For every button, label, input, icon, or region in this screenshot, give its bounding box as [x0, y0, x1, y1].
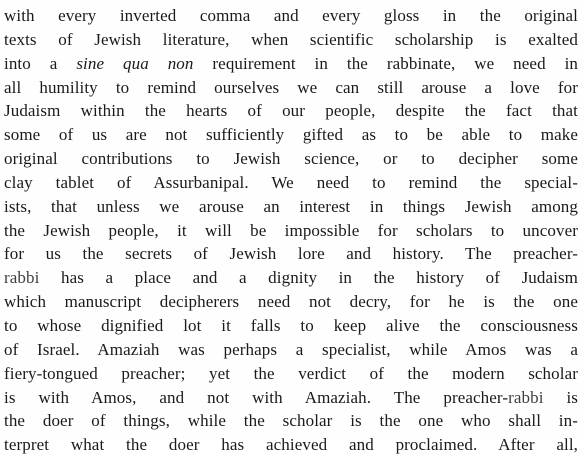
text-line [4, 219, 578, 243]
text-segment: into a [4, 53, 77, 73]
text-segment: which manuscript decipherers need not decry, for he is the one [4, 292, 578, 312]
text-line [4, 195, 578, 219]
text-segment: of Israel. Amaziah was perhaps a specialist, while Amos was a [4, 339, 578, 359]
text-segment: rabbi [508, 387, 544, 407]
text-segment: fiery-tongued preacher; yet the verdict of the modern scholar [4, 363, 578, 383]
text-line [4, 147, 578, 171]
text-segment: texts of Jewish literature, when scientific scholarship is exalted [4, 29, 578, 49]
text-line [4, 362, 578, 386]
text-segment: some of us are not sufficiently gifted as to be able to make [4, 125, 578, 145]
text-line [4, 433, 578, 457]
body-text [4, 4, 578, 457]
text-line [4, 266, 578, 290]
text-line [4, 76, 578, 100]
text-line [4, 4, 578, 28]
text-segment: with every inverted comma and every gloss in the original [4, 6, 578, 25]
text-line [4, 242, 578, 266]
text-segment: for us the secrets of Jewish lore and history. The preacher- [4, 244, 578, 264]
text-line [4, 28, 578, 52]
text-segment: clay tablet of Assurbanipal. We need to remind the special- [4, 172, 578, 192]
text-line [4, 171, 578, 195]
text-segment: terpret what the doer has achieved and proclaimed. After all, [4, 435, 578, 455]
text-line [4, 409, 578, 433]
text-segment: is with Amos, and not with Amaziah. The preacher- [4, 387, 509, 407]
text-line [4, 290, 578, 314]
text-segment: original contributions to Jewish science, or to decipher some [4, 149, 578, 169]
text-line [4, 123, 578, 147]
text-segment: the Jewish people, it will be impossible for scholars to uncover [4, 220, 578, 240]
text-segment: has a place and a dignity in the history of Judaism [39, 268, 578, 288]
italic-phrase: sine qua non [76, 53, 194, 73]
text-segment: Judaism within the hearts of our people, despite the fact that [4, 101, 578, 121]
text-segment: all humility to remind ourselves we can still arouse a love for [4, 77, 578, 97]
text-line [4, 386, 578, 410]
text-line [4, 314, 578, 338]
text-segment: the doer of things, while the scholar is the one who shall in- [4, 411, 578, 431]
text-segment: rabbi [4, 268, 40, 288]
text-line [4, 99, 578, 123]
text-segment: to whose dignified lot it falls to keep alive the consciousness [4, 315, 578, 335]
text-line [4, 338, 578, 362]
text-segment: is [543, 387, 579, 407]
text-segment: ists, that unless we arouse an interest in things Jewish among [4, 196, 578, 216]
text-segment: requirement in the rabbinate, we need in [193, 53, 578, 73]
text-line [4, 52, 578, 76]
